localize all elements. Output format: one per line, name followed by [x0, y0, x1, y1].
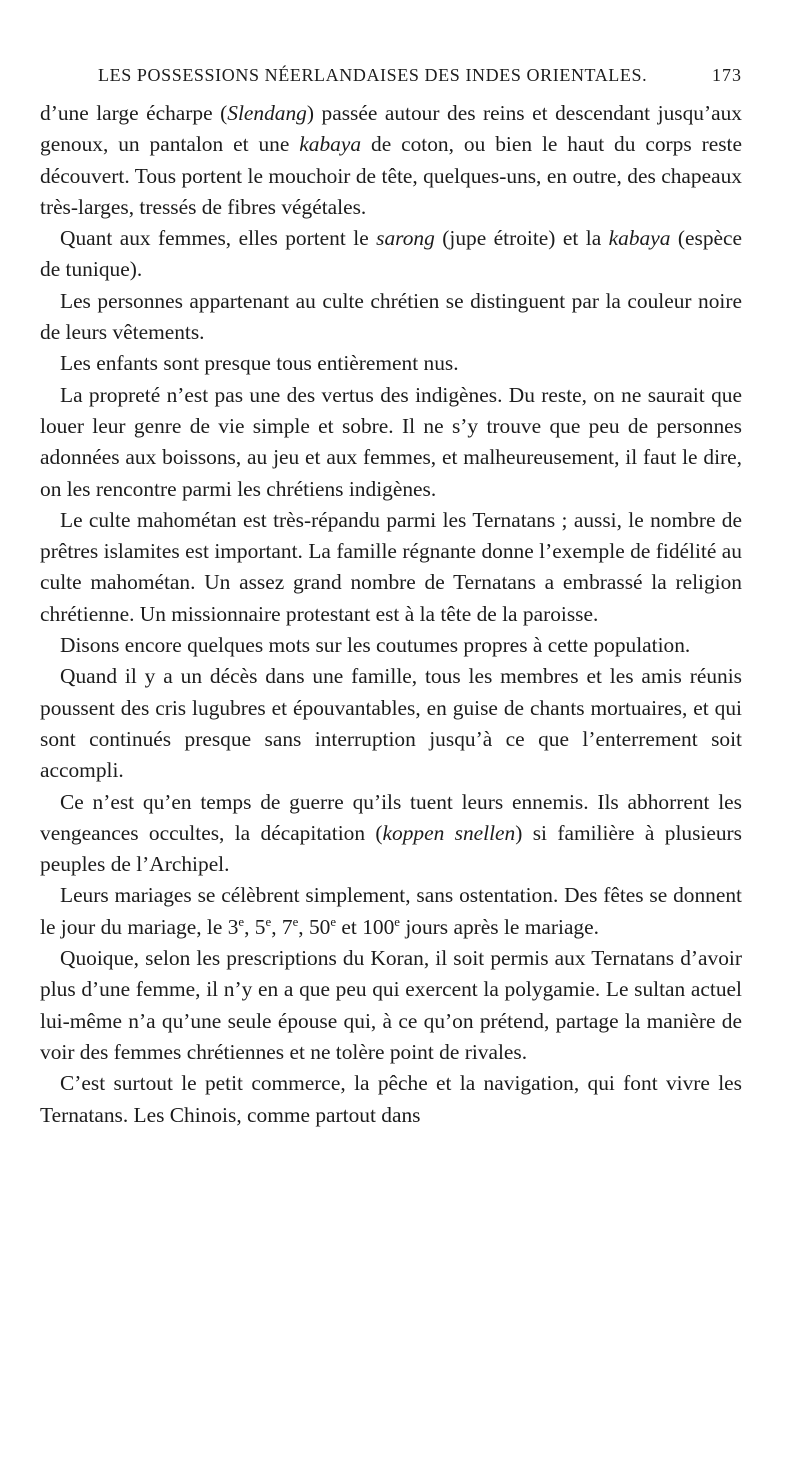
ordinal-suffix: e: [265, 914, 272, 929]
italic-term: koppen snellen: [382, 820, 516, 845]
text-run: Disons encore quelques mots sur les coutumes propres à cette population.: [60, 633, 691, 658]
book-page: [40, 62, 742, 1131]
paragraph: [40, 348, 742, 379]
ordinal-suffix: e: [330, 914, 337, 929]
paragraph: [40, 98, 742, 223]
running-title: LES POSSESSIONS NÉERLANDAISES DES INDES ORIENTALES.: [98, 65, 648, 85]
body-text: [40, 98, 742, 1131]
ordinal-suffix: e: [292, 914, 299, 929]
text-run: (espèce de tunique).: [40, 226, 742, 282]
paragraph: [40, 630, 742, 661]
italic-term: sarong: [376, 226, 435, 251]
text-run: C’est surtout le petit commerce, la pêche et la navigation, qui font vivre les Ternatans. Les Chinois, comme partout dans: [40, 1071, 742, 1127]
text-run: Quoique, selon les prescriptions du Koran, il soit permis aux Ternatans d’avoir plus d’une femme, il n’y en a que peu qui exercent la polygamie. Le sultan actuel lui-même n’a qu’une seule épouse qui, à ce qu’on prétend, partage la manière de voir des femmes chrétiennes et ne tolère point de rivales.: [40, 946, 742, 1064]
paragraph: [40, 223, 742, 286]
text-run: (jupe étroite) et la: [434, 226, 609, 251]
text-run: ) si familière à plusieurs peuples de l’Archipel.: [40, 820, 742, 877]
text-run: , 50: [298, 914, 331, 939]
text-run: Les personnes appartenant au culte chrétien se distinguent par la couleur noire de leurs vêtements.: [40, 288, 742, 345]
paragraph: [40, 787, 742, 881]
text-run: ) passée autour des reins et descendant jusqu’aux genoux, un pantalon et une: [40, 101, 742, 157]
text-run: Ce n’est qu’en temps de guerre qu’ils tuent leurs ennemis. Ils abhorrent les vengeances occultes, la décapitation (: [40, 789, 742, 845]
text-run: Quant aux femmes, elles portent le: [60, 226, 377, 251]
ordinal-suffix: e: [238, 914, 245, 929]
paragraph: [40, 661, 742, 786]
paragraph: [40, 943, 742, 1068]
paragraph: [40, 1068, 742, 1131]
running-head: [98, 62, 742, 88]
text-run: de coton, ou bien le haut du corps reste découvert. Tous portent le mouchoir de tête, quelques-uns, en outre, des chapeaux très-larges, tressés de fibres végétales.: [40, 132, 742, 219]
paragraph: [40, 380, 742, 505]
text-run: Le culte mahométan est très-répandu parmi les Ternatans ; aussi, le nombre de prêtres islamites est important. La famille régnante donne l’exemple de fidélité au culte mahométan. Un assez grand nombre de Ternatans a embrassé la religion chrétienne. Un missionnaire protestant est à la tête de la paroisse.: [40, 507, 742, 626]
text-run: Les enfants sont presque tous entièrement nus.: [60, 351, 459, 376]
italic-term: kabaya: [608, 226, 671, 251]
text-run: Leurs mariages se célèbrent simplement, sans ostentation. Des fêtes se donnent le jour du mariage, le 3: [40, 883, 742, 939]
text-run: jours après le mariage.: [400, 914, 599, 939]
text-run: et 100: [336, 914, 395, 939]
paragraph: [40, 880, 742, 943]
ordinal-suffix: e: [394, 914, 400, 929]
italic-term: kabaya: [299, 132, 362, 157]
text-run: d’une large écharpe (: [40, 101, 228, 125]
italic-term: Slendang: [227, 101, 307, 125]
text-run: La propreté n’est pas une des vertus des indigènes. Du reste, on ne saurait que louer leur genre de vie simple et sobre. Il ne s’y trouve que peu de personnes adonnées aux boissons, au jeu et aux femmes, et malheureusement, il faut le dire, on les rencontre parmi les chrétiens indigènes.: [40, 382, 742, 501]
text-run: , 7: [271, 914, 293, 939]
text-run: Quand il y a un décès dans une famille, tous les membres et les amis réunis poussent des cris lugubres et épouvantables, en guise de chants mortuaires, et qui sont continués presque sans interruption jusqu’à ce que l’enterrement soit accompli.: [40, 664, 742, 783]
paragraph: [40, 505, 742, 630]
page-number: 173: [712, 65, 742, 85]
text-run: , 5: [244, 914, 266, 939]
paragraph: [40, 286, 742, 349]
